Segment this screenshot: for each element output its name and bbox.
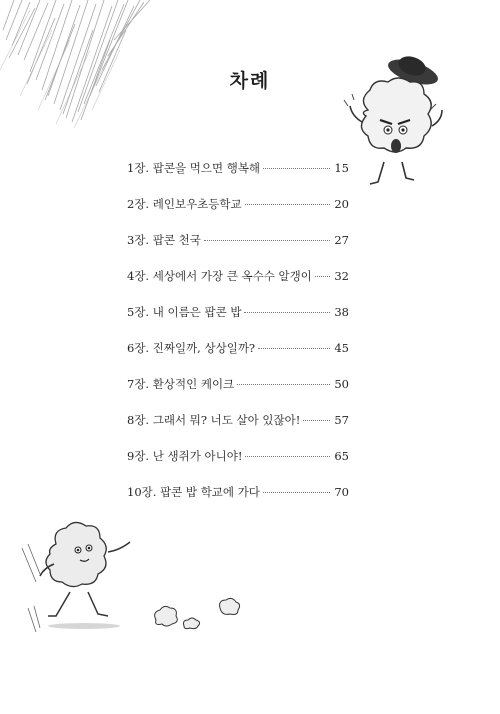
page-number: 45 — [334, 341, 349, 355]
toc-entry[interactable] — [127, 484, 349, 504]
chapter-number: 7장. — [127, 377, 150, 391]
chapter-title: 그래서 뭐? 너도 살아 있잖아! — [152, 413, 301, 427]
chapter-title: 레인보우초등학교 — [152, 197, 242, 211]
chapter-title: 내 이름은 팝콘 밥 — [152, 305, 242, 319]
chapter-title: 진짜일까, 상상일까? — [152, 341, 256, 355]
dot-leader — [263, 168, 330, 169]
chapter-number: 9장. — [127, 449, 150, 463]
dot-leader — [315, 276, 330, 277]
page-number: 27 — [334, 233, 349, 247]
chapter-title: 환상적인 케이크 — [152, 377, 235, 391]
chapter-number: 8장. — [127, 413, 150, 427]
page-number: 70 — [334, 485, 349, 499]
toc-entry[interactable] — [127, 376, 349, 396]
page-number: 20 — [334, 197, 349, 211]
chapter-title: 난 생쥐가 아니야! — [152, 449, 243, 463]
walking-popcorn-illustration — [14, 508, 144, 638]
chapter-title: 팝콘 천국 — [152, 233, 201, 247]
popcorn-kernels-illustration — [146, 596, 246, 636]
dot-leader — [245, 204, 330, 205]
chapter-number: 10장. — [127, 485, 157, 499]
dot-leader — [237, 384, 330, 385]
dot-leader — [258, 348, 330, 349]
dot-leader — [303, 420, 330, 421]
pencil-hatching-illustration — [0, 0, 160, 130]
page-number: 32 — [334, 269, 349, 283]
table-of-contents — [127, 160, 349, 504]
chapter-title: 세상에서 가장 큰 옥수수 알갱이 — [152, 269, 312, 283]
toc-entry[interactable] — [127, 448, 349, 468]
chapter-number: 5장. — [127, 305, 150, 319]
toc-entry[interactable] — [127, 412, 349, 432]
toc-entry[interactable] — [127, 196, 349, 216]
chapter-number: 6장. — [127, 341, 150, 355]
toc-entry[interactable] — [127, 304, 349, 324]
toc-entry[interactable] — [127, 232, 349, 252]
angry-popcorn-illustration — [340, 48, 450, 198]
chapter-number: 3장. — [127, 233, 150, 247]
toc-entry[interactable] — [127, 340, 349, 360]
dot-leader — [245, 456, 330, 457]
page-number: 57 — [334, 413, 349, 427]
dot-leader — [263, 492, 330, 493]
page-number: 15 — [334, 161, 349, 175]
dot-leader — [204, 240, 330, 241]
chapter-title: 팝콘 밥 학교에 가다 — [160, 485, 260, 499]
toc-entry[interactable] — [127, 268, 349, 288]
chapter-number: 1장. — [127, 161, 150, 175]
chapter-number: 2장. — [127, 197, 150, 211]
toc-entry[interactable] — [127, 160, 349, 180]
chapter-title: 팝콘을 먹으면 행복해 — [152, 161, 261, 175]
chapter-number: 4장. — [127, 269, 150, 283]
page-number: 65 — [334, 449, 349, 463]
dot-leader — [244, 312, 330, 313]
page-number: 38 — [334, 305, 349, 319]
page-title: 차례 — [229, 70, 271, 92]
page-number: 50 — [334, 377, 349, 391]
